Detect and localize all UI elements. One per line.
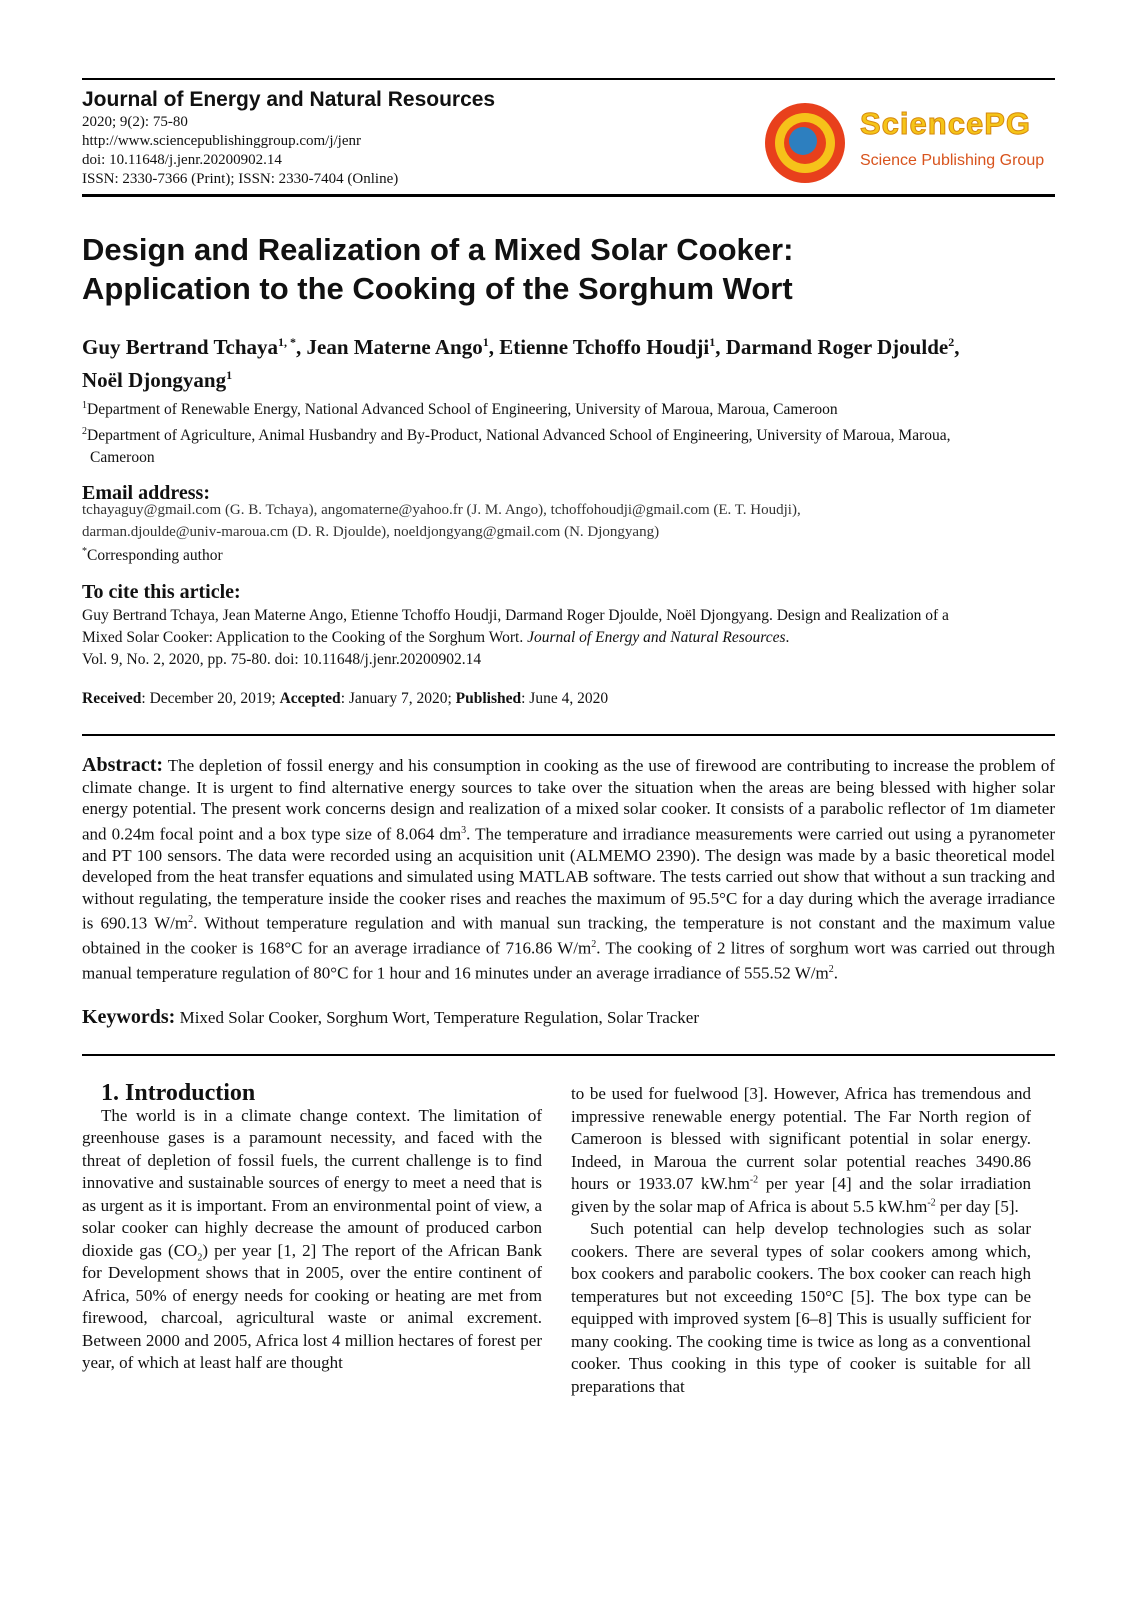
title-line-2: Application to the Cooking of the Sorghum Wort: [82, 271, 793, 306]
abstract-text: . The cooking of 2 litres of sorghum wort was carried out through manual temperature regulation of 80°C for 1 hour and 16 minutes under an average irradiance of 555.52 W/m: [82, 938, 1055, 984]
top-rule: [82, 78, 1055, 80]
logo-wordmark: SciencePG: [860, 106, 1031, 141]
accepted-label: Accepted: [279, 690, 341, 707]
header-rule: [82, 194, 1055, 197]
article-title: [82, 230, 1055, 308]
affiliation-continuation: Cameroon: [90, 449, 155, 467]
citation: [82, 605, 1055, 671]
email-heading: Email address:: [82, 482, 210, 504]
journal-info: [82, 87, 702, 189]
author-name: Guy Bertrand Tchaya: [82, 335, 279, 359]
publication-dates: [82, 690, 1055, 708]
affiliation-text: Department of Renewable Energy, National Advanced School of Engineering, University of Maroua, Maroua, Cameroon: [87, 401, 838, 419]
received-label: Received: [82, 690, 142, 707]
paragraph-text: to be used for fuelwood [3]. However, Africa has tremendous and impressive renewable energy potential. The Far North region of Cameroon is blessed with significant potential in solar energy. Indeed, in Maroua the current solar potential reaches 3490.86 hours or 1933.07 kW.hm: [571, 1084, 1031, 1193]
citation-line-3: Vol. 9, No. 2, 2020, pp. 75-80. doi: 10.11648/j.jenr.20200902.14: [82, 651, 482, 668]
abstract-text: .: [833, 964, 838, 984]
citation-line-1: Guy Bertrand Tchaya, Jean Materne Ango, Etienne Tchoffo Houdji, Darmand Roger Djoulde, Noël Djongyang. Design and Realization of a: [82, 607, 949, 624]
subscript: 2: [197, 1251, 203, 1263]
citation-period: .: [785, 629, 790, 646]
published-date: : June 4, 2020: [521, 690, 609, 707]
left-column: [82, 1082, 542, 1375]
affiliation-1: [82, 395, 1055, 421]
abstract-heading: Abstract:: [82, 754, 164, 776]
published-label: Published: [455, 690, 522, 707]
author-affiliation-mark: 2: [948, 335, 955, 349]
affiliation-mark: 1: [82, 400, 87, 411]
citation-journal: Journal of Energy and Natural Resources: [527, 629, 786, 646]
affiliation-mark: 2: [82, 426, 87, 437]
paragraph-text: The world is in a climate change context. The limitation of greenhouse gases is a paramount necessity, and faced with the threat of depletion of fossil fuels, the current challenge is to find innovative and sustainable sources of energy to meet a need that is as urgent as it is important. From an environmental point of view, a solar cooker can highly decrease the amount of produced carbon dioxide gas (CO: [82, 1105, 542, 1260]
abstract-text: . Without temperature regulation and with manual sun tracking, the temperature is not constant and the maximum value obtained in the cooker is 168°C for an average irradiance of 716.86 W/m: [82, 913, 1055, 958]
journal-issn: ISSN: 2330-7366 (Print); ISSN: 2330-7404 (Online): [82, 171, 399, 187]
accepted-date: : January 7, 2020;: [340, 690, 456, 707]
author-affiliation-mark: 1, *: [278, 335, 297, 349]
journal-issue: 2020; 9(2): 75-80: [82, 114, 188, 130]
corresponding-text: Corresponding author: [87, 547, 223, 565]
superscript: -2: [927, 1196, 936, 1208]
citation-line-2: Mixed Solar Cooker: Application to the Cooking of the Sorghum Wort.: [82, 629, 528, 646]
author-name: , Etienne Tchoffo Houdji: [488, 335, 710, 359]
affiliation-2: [82, 421, 1055, 469]
keywords-heading: Keywords:: [82, 1006, 176, 1028]
abstract: [82, 755, 1055, 985]
abstract-text: The depletion of fossil energy and his consumption in cooking as the use of firewood are contributing to increase the problem of climate change. It is urgent to find alternative energy sources to take over the situation when the areas are being blessed with higher solar energy potential. The present work concerns design and realization of a mixed solar cooker. It consists of a parabolic reflector of 1m diameter and 0.24m focal point and a box type size of 8.064 dm: [82, 756, 1055, 844]
affiliation-text: Department of Agriculture, Animal Husbandry and By-Product, National Advanced School of Engineering, University of Maroua, Maroua,: [87, 427, 951, 445]
sciencepg-logo: [762, 100, 1055, 186]
paragraph-text: per year [4] and the solar irradiation given by the solar map of Africa is about 5.5 kW.hm: [571, 1174, 1031, 1216]
title-line-1: Design and Realization of a Mixed Solar Cooker:: [82, 232, 794, 267]
author-affiliation-mark: 1: [226, 368, 233, 382]
email-line-1[interactable]: tchayaguy@gmail.com (G. B. Tchaya), angomaterne@yahoo.fr (J. M. Ango), tchoffohoudji@gmail.com (E. T. Houdji),: [82, 502, 801, 518]
received-date: : December 20, 2019;: [141, 690, 280, 707]
corresponding-mark: *: [82, 546, 87, 557]
intro-paragraph-1: [82, 1105, 542, 1375]
section-heading: 1. Introduction: [101, 1080, 256, 1106]
sun-logo-icon: [762, 100, 848, 186]
author-name: Noël Djongyang: [82, 368, 227, 392]
keywords: [82, 1006, 1055, 1029]
right-column: [571, 1083, 1031, 1398]
abstract-sup: 2: [591, 939, 597, 951]
email-line-2[interactable]: darman.djoulde@univ-maroua.cm (D. R. Djoulde), noeldjongyang@gmail.com (N. Djongyang): [82, 524, 660, 540]
intro-paragraph-2: Such potential can help develop technologies such as solar cookers. There are several types of solar cookers among which, box cookers and parabolic cookers. The box cooker can reach high temperatures but not exceeding 150°C [5]. The box type can be equipped with improved system [6–8] This is usually sufficient for many cooking. The cooking time is twice as long as a conventional cooker. Thus cooking in this type of cooker is suitable for all preparations that: [571, 1219, 1031, 1396]
abstract-top-rule: [82, 734, 1055, 736]
abstract-text: . The temperature and irradiance measurements were carried out using a pyranometer and PT 100 sensors. The data were recorded using an acquisition unit (ALMEMO 2390). The design was made by a basic theoretical model developed from the heat transfer equations and simulated using MATLAB software. The tests carried out show that without a sun tracking and without regulating, the temperature inside the cooker rises and reaches the maximum of 95.5°C for a day during which the average irradiance is 690.13 W/m: [82, 824, 1055, 933]
abstract-sup: 2: [828, 964, 834, 976]
superscript: -2: [749, 1174, 759, 1186]
journal-url[interactable]: http://www.sciencepublishinggroup.com/j/jenr: [82, 133, 361, 149]
email-list: [82, 499, 1055, 543]
corresponding-author: [82, 546, 223, 565]
abstract-sup: 2: [188, 914, 194, 926]
author-name: , Darmand Roger Djoulde: [715, 335, 949, 359]
abstract-sup: 3: [461, 824, 467, 836]
logo-subtitle: Science Publishing Group: [860, 152, 1045, 169]
author-affiliation-mark: 1: [482, 335, 489, 349]
journal-doi: doi: 10.11648/j.jenr.20200902.14: [82, 152, 282, 168]
paragraph-text: ) per year [1, 2] The report of the African Bank for Development shows that in 2005, over the entire continent of Africa, 50% of energy needs for cooking or heating are met from firewood, charcoal, agricultural waste or animal excrement. Between 2000 and 2005, Africa lost 4 million hectares of forest per year, of which at least half are thought: [82, 1240, 542, 1372]
keywords-text: Mixed Solar Cooker, Sorghum Wort, Temperature Regulation, Solar Tracker: [175, 1008, 700, 1027]
author-name: , Jean Materne Ango: [296, 335, 483, 359]
journal-name: Journal of Energy and Natural Resources: [82, 88, 496, 111]
cite-heading: To cite this article:: [82, 581, 241, 603]
author-separator: ,: [954, 335, 960, 359]
paragraph-text: per day [5].: [935, 1196, 1019, 1216]
author-affiliation-mark: 1: [709, 335, 716, 349]
author-list: [82, 328, 1055, 394]
intro-paragraph-continued: [571, 1083, 1031, 1218]
abstract-bottom-rule: [82, 1054, 1055, 1056]
